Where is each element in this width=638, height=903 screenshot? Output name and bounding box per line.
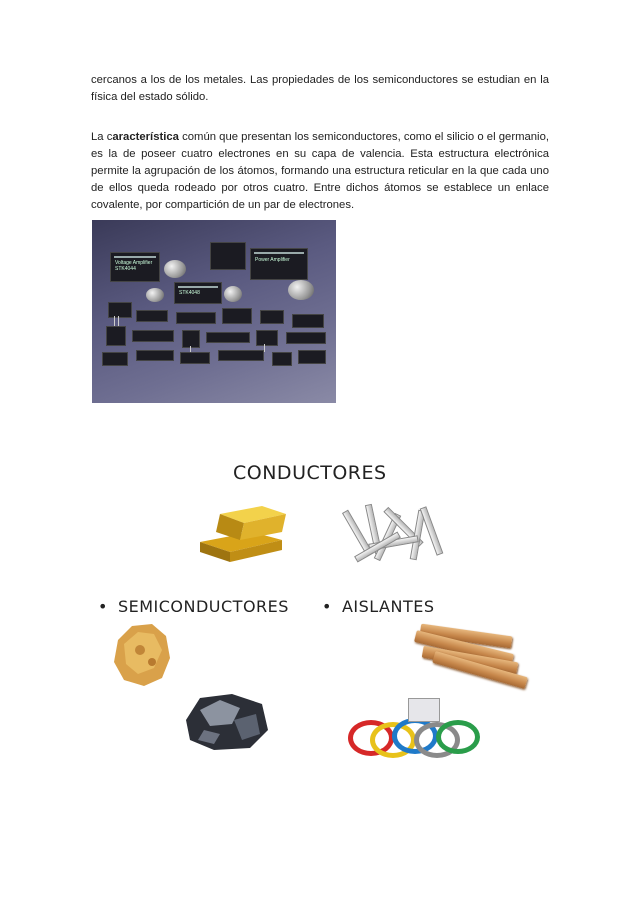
chip-small: [136, 310, 168, 322]
paragraph-prefix: La c: [91, 131, 113, 143]
chip-large: [210, 242, 246, 270]
bullet: •: [322, 597, 332, 616]
chip-small: [102, 352, 128, 366]
orange-rock-image: [110, 620, 172, 690]
chip-small: [256, 330, 278, 346]
chip-small: [272, 352, 292, 366]
aislantes-label: AISLANTES: [341, 597, 435, 616]
heading-aislantes: [322, 597, 435, 616]
chip-small: [136, 350, 174, 361]
semiconductores-label: SEMICONDUCTORES: [117, 597, 289, 616]
chip-small: [218, 350, 264, 361]
chip-small: [206, 332, 250, 343]
transistor-can: [146, 288, 164, 302]
chip-stk4048: [174, 282, 222, 304]
chip-small: [132, 330, 174, 342]
chip-small: [106, 326, 126, 346]
pin: [264, 344, 265, 352]
pin: [114, 316, 115, 326]
pin: [118, 316, 119, 326]
metal-rods-image: [344, 498, 446, 570]
cable-coils-image: [348, 698, 478, 768]
cable-package-box: [408, 698, 440, 722]
chip-small: [298, 350, 326, 364]
bullet: •: [98, 597, 108, 616]
chip-small: [176, 312, 216, 324]
bold-term: aracterística: [112, 131, 179, 143]
gold-bars-image: [190, 492, 292, 566]
chip-label-3: STK4048: [179, 290, 200, 296]
chip-small: [260, 310, 284, 324]
paragraph-body: común que presentan los semiconductores, como el silicio o el germanio, es la de poseer cuatro electrones en su capa de valencia. Esta estructura electrónica permite la agrupación de los átomos, formando una estructura reticular en la que cada uno de ellos queda rodeado por otros cuatro. Entre dichos átomos se establece un enlace covalente, por compartición de un par de electrones.: [91, 131, 549, 211]
heading-semiconductores: [98, 597, 289, 616]
paragraph-intro: cercanos a los de los metales. Las propiedades de los semiconductores se estudian en la física del estado sólido.: [91, 74, 549, 103]
chip-small: [182, 330, 200, 348]
chip-label-1: Voltage Amplifier STK4044: [115, 260, 153, 272]
heading-conductores: CONDUCTORES: [233, 462, 387, 484]
transistor-can: [224, 286, 242, 302]
wood-planks-image: [412, 624, 536, 684]
materials-infographic: [90, 450, 550, 780]
silicon-rock-image: [180, 690, 272, 754]
components-photo: [92, 220, 336, 403]
wire-coil: [436, 720, 480, 754]
chip-small: [222, 308, 252, 324]
transistor-can: [164, 260, 186, 278]
pin: [190, 346, 191, 352]
chip-power-amplifier: [250, 248, 308, 280]
chip-small: [292, 314, 324, 328]
chip-label-2: Power Amplifier: [255, 257, 290, 263]
rod: [420, 506, 444, 555]
chip-small: [180, 352, 210, 364]
paragraph-caracteristica: [91, 129, 549, 214]
chip-small: [286, 332, 326, 344]
chip-voltage-amplifier: [110, 252, 160, 282]
transistor-can: [288, 280, 314, 300]
chip-small: [108, 302, 132, 318]
